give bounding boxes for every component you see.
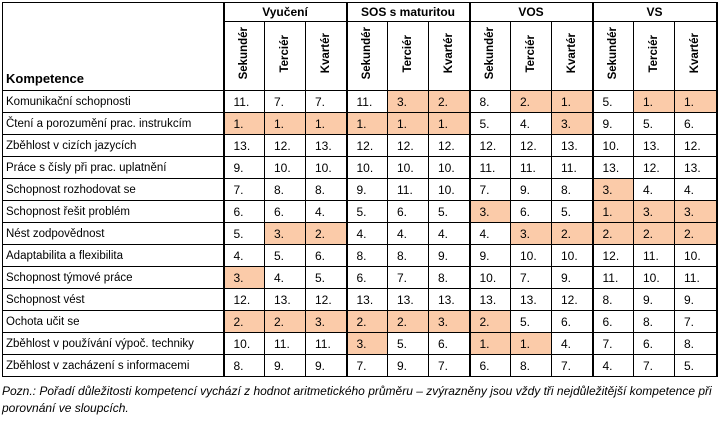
subcolumn-label: Kvartér (565, 33, 578, 74)
rank-cell: 2. (429, 91, 470, 113)
rank-cell: 1. (265, 113, 306, 135)
subcolumn-label: Terciér (279, 34, 291, 73)
rank-cell: 1. (347, 113, 388, 135)
table-row (3, 201, 717, 223)
rank-cell: 11. (388, 179, 429, 201)
rank-cell: 4. (388, 223, 429, 245)
rank-cell: 13. (224, 135, 265, 157)
rank-cell: 10. (511, 245, 552, 267)
rank-cell: 10. (593, 135, 634, 157)
competence-label: Schopnost týmové práce (3, 267, 224, 289)
rank-cell: 6. (470, 355, 511, 377)
rank-cell: 7. (347, 355, 388, 377)
rank-cell: 12. (347, 135, 388, 157)
competence-label: Čtení a porozumění prac. instrukcím (3, 113, 224, 135)
rank-cell: 13. (265, 289, 306, 311)
subcolumn-header (429, 22, 470, 91)
rank-cell: 7. (470, 179, 511, 201)
rank-cell: 12. (634, 157, 675, 179)
rank-cell: 13. (675, 157, 717, 179)
rank-cell: 4. (511, 113, 552, 135)
subcolumn-label: Terciér (648, 34, 660, 73)
rank-cell: 11. (634, 245, 675, 267)
rank-cell: 2. (634, 223, 675, 245)
rank-cell: 7. (593, 333, 634, 355)
subcolumn-header (634, 22, 675, 91)
rank-cell: 7. (634, 355, 675, 377)
rank-cell: 10. (265, 157, 306, 179)
rank-cell: 6. (511, 201, 552, 223)
rank-cell: 5. (429, 201, 470, 223)
rank-cell: 7. (224, 179, 265, 201)
rank-cell: 3. (593, 179, 634, 201)
rank-cell: 13. (593, 157, 634, 179)
rank-cell: 1. (675, 91, 717, 113)
rank-cell: 3. (429, 311, 470, 333)
subcolumn-label: Sekundér (238, 27, 251, 80)
subcolumn-header (675, 22, 717, 91)
rank-cell: 8. (347, 245, 388, 267)
rank-cell: 3. (347, 333, 388, 355)
rank-cell: 2. (511, 91, 552, 113)
rank-cell: 8. (511, 355, 552, 377)
rank-cell: 10. (224, 333, 265, 355)
rank-cell: 5. (552, 201, 593, 223)
rank-cell: 5. (224, 223, 265, 245)
rank-cell: 13. (470, 289, 511, 311)
group-header-vs: VS (593, 3, 717, 22)
rank-cell: 1. (511, 333, 552, 355)
rank-cell: 11. (511, 157, 552, 179)
rank-cell: 12. (306, 289, 347, 311)
subcolumn-label: Sekundér (361, 27, 374, 80)
rank-cell: 12. (470, 135, 511, 157)
rank-cell: 9. (634, 289, 675, 311)
rank-cell: 10. (552, 245, 593, 267)
rank-cell: 7. (511, 267, 552, 289)
rank-cell: 1. (388, 113, 429, 135)
rank-cell: 3. (224, 267, 265, 289)
subcolumn-header (265, 22, 306, 91)
rank-cell: 7. (265, 91, 306, 113)
rank-cell: 11. (470, 157, 511, 179)
rank-cell: 8. (265, 179, 306, 201)
table-row (3, 91, 717, 113)
competence-column-header: Kompetence (3, 3, 224, 91)
rank-cell: 9. (265, 355, 306, 377)
competence-ranking-table (2, 2, 718, 377)
rank-cell: 12. (429, 135, 470, 157)
rank-cell: 2. (552, 223, 593, 245)
rank-cell: 4. (675, 179, 717, 201)
group-header-vos: VOS (470, 3, 593, 22)
rank-cell: 4. (224, 245, 265, 267)
subcolumn-label: Kvartér (319, 33, 332, 74)
subcolumn-label: Terciér (525, 34, 537, 73)
rank-cell: 5. (306, 267, 347, 289)
rank-cell: 2. (265, 311, 306, 333)
rank-cell: 12. (511, 135, 552, 157)
rank-cell: 5. (593, 91, 634, 113)
rank-cell: 5. (511, 311, 552, 333)
rank-cell: 4. (347, 223, 388, 245)
competence-label: Komunikační schopnosti (3, 91, 224, 113)
rank-cell: 8. (470, 91, 511, 113)
subcolumn-label: Sekundér (607, 27, 620, 80)
rank-cell: 13. (347, 289, 388, 311)
rank-cell: 10. (429, 157, 470, 179)
rank-cell: 13. (552, 135, 593, 157)
table-row (3, 113, 717, 135)
rank-cell: 8. (388, 245, 429, 267)
rank-cell: 5. (388, 333, 429, 355)
table-row (3, 223, 717, 245)
subcolumn-header (347, 22, 388, 91)
subcolumn-label: Kvartér (442, 33, 455, 74)
footnote: Pozn.: Pořadí důležitosti kompetencí vychází z hodnot aritmetického průměru – zvýrazněny jsou vždy tři nejdůležitější kompetence při porovnání ve sloupcích. (2, 384, 712, 415)
competence-label: Schopnost vést (3, 289, 224, 311)
rank-cell: 3. (265, 223, 306, 245)
subcolumn-label: Kvartér (689, 33, 702, 74)
rank-cell: 12. (224, 289, 265, 311)
rank-cell: 7. (388, 267, 429, 289)
rank-cell: 7. (306, 91, 347, 113)
table-row (3, 245, 717, 267)
rank-cell: 1. (634, 91, 675, 113)
rank-cell: 2. (593, 223, 634, 245)
rank-cell: 6. (552, 311, 593, 333)
rank-cell: 11. (224, 91, 265, 113)
competence-label: Zběhlost v cizích jazycích (3, 135, 224, 157)
rank-cell: 3. (511, 223, 552, 245)
rank-cell: 5. (675, 355, 717, 377)
rank-cell: 3. (675, 201, 717, 223)
subcolumn-header (388, 22, 429, 91)
rank-cell: 4. (634, 179, 675, 201)
rank-cell: 10. (347, 157, 388, 179)
rank-cell: 11. (265, 333, 306, 355)
rank-cell: 9. (224, 157, 265, 179)
competence-label: Nést zodpovědnost (3, 223, 224, 245)
competence-label: Zběhlost v používání výpoč. techniky (3, 333, 224, 355)
rank-cell: 11. (552, 157, 593, 179)
rank-cell: 1. (552, 91, 593, 113)
rank-cell: 11. (347, 91, 388, 113)
rank-cell: 11. (675, 267, 717, 289)
rank-cell: 6. (429, 333, 470, 355)
rank-cell: 6. (388, 201, 429, 223)
rank-cell: 9. (552, 267, 593, 289)
subcolumn-header (593, 22, 634, 91)
rank-cell: 9. (429, 245, 470, 267)
competence-label: Adaptabilita a flexibilita (3, 245, 224, 267)
rank-cell: 1. (470, 333, 511, 355)
rank-cell: 3. (552, 113, 593, 135)
table-row (3, 311, 717, 333)
table-row (3, 157, 717, 179)
subcolumn-header (224, 22, 265, 91)
rank-cell: 2. (388, 311, 429, 333)
rank-cell: 8. (224, 355, 265, 377)
rank-cell: 7. (552, 355, 593, 377)
group-header-vyuceni: Vyučení (224, 3, 347, 22)
rank-cell: 5. (265, 245, 306, 267)
rank-cell: 2. (347, 311, 388, 333)
rank-cell: 7. (429, 355, 470, 377)
rank-cell: 2. (470, 311, 511, 333)
table-row (3, 179, 717, 201)
rank-cell: 9. (675, 289, 717, 311)
rank-cell: 2. (224, 311, 265, 333)
rank-cell: 6. (634, 333, 675, 355)
rank-cell: 1. (306, 113, 347, 135)
subcolumn-label: Sekundér (484, 27, 497, 80)
rank-cell: 6. (306, 245, 347, 267)
subcolumn-header (511, 22, 552, 91)
rank-cell: 6. (224, 201, 265, 223)
rank-cell: 13. (429, 289, 470, 311)
competence-label: Práce s čísly při prac. uplatnění (3, 157, 224, 179)
competence-label: Ochota učit se (3, 311, 224, 333)
rank-cell: 3. (470, 201, 511, 223)
rank-cell: 5. (470, 113, 511, 135)
table-body (3, 91, 717, 377)
rank-cell: 9. (470, 245, 511, 267)
group-header-sos: SOS s maturitou (347, 3, 470, 22)
rank-cell: 5. (347, 201, 388, 223)
rank-cell: 1. (429, 113, 470, 135)
rank-cell: 1. (593, 201, 634, 223)
rank-cell: 10. (675, 245, 717, 267)
rank-cell: 3. (306, 311, 347, 333)
competence-label: Schopnost rozhodovat se (3, 179, 224, 201)
table-row (3, 289, 717, 311)
rank-cell: 4. (306, 201, 347, 223)
competence-label: Schopnost řešit problém (3, 201, 224, 223)
rank-cell: 12. (675, 135, 717, 157)
rank-cell: 8. (552, 179, 593, 201)
rank-cell: 9. (306, 355, 347, 377)
rank-cell: 10. (306, 157, 347, 179)
rank-cell: 4. (470, 223, 511, 245)
rank-cell: 10. (634, 267, 675, 289)
rank-cell: 6. (347, 267, 388, 289)
rank-cell: 9. (593, 113, 634, 135)
rank-cell: 6. (675, 113, 717, 135)
subcolumn-header (470, 22, 511, 91)
rank-cell: 9. (388, 355, 429, 377)
table-row (3, 267, 717, 289)
rank-cell: 12. (552, 289, 593, 311)
rank-cell: 4. (593, 355, 634, 377)
rank-cell: 6. (265, 201, 306, 223)
rank-cell: 10. (429, 179, 470, 201)
rank-cell: 8. (675, 333, 717, 355)
rank-cell: 2. (306, 223, 347, 245)
rank-cell: 12. (593, 245, 634, 267)
subcolumn-label: Terciér (402, 34, 414, 73)
rank-cell: 11. (306, 333, 347, 355)
rank-cell: 4. (429, 223, 470, 245)
rank-cell: 8. (634, 311, 675, 333)
rank-cell: 13. (634, 135, 675, 157)
rank-cell: 4. (265, 267, 306, 289)
rank-cell: 11. (593, 267, 634, 289)
rank-cell: 3. (634, 201, 675, 223)
rank-cell: 10. (388, 157, 429, 179)
subcolumn-header (306, 22, 347, 91)
rank-cell: 9. (347, 179, 388, 201)
rank-cell: 3. (388, 91, 429, 113)
rank-cell: 12. (265, 135, 306, 157)
rank-cell: 13. (388, 289, 429, 311)
rank-cell: 9. (511, 179, 552, 201)
competence-label: Zběhlost v zacházení s informacemi (3, 355, 224, 377)
rank-cell: 1. (224, 113, 265, 135)
table-row (3, 333, 717, 355)
subcolumn-header (552, 22, 593, 91)
rank-cell: 12. (388, 135, 429, 157)
rank-cell: 2. (675, 223, 717, 245)
rank-cell: 8. (429, 267, 470, 289)
rank-cell: 13. (306, 135, 347, 157)
rank-cell: 13. (511, 289, 552, 311)
rank-cell: 8. (593, 289, 634, 311)
rank-cell: 8. (306, 179, 347, 201)
table-row (3, 135, 717, 157)
rank-cell: 10. (470, 267, 511, 289)
rank-cell: 7. (675, 311, 717, 333)
rank-cell: 5. (634, 113, 675, 135)
rank-cell: 6. (593, 311, 634, 333)
rank-cell: 4. (552, 333, 593, 355)
table-row (3, 355, 717, 377)
